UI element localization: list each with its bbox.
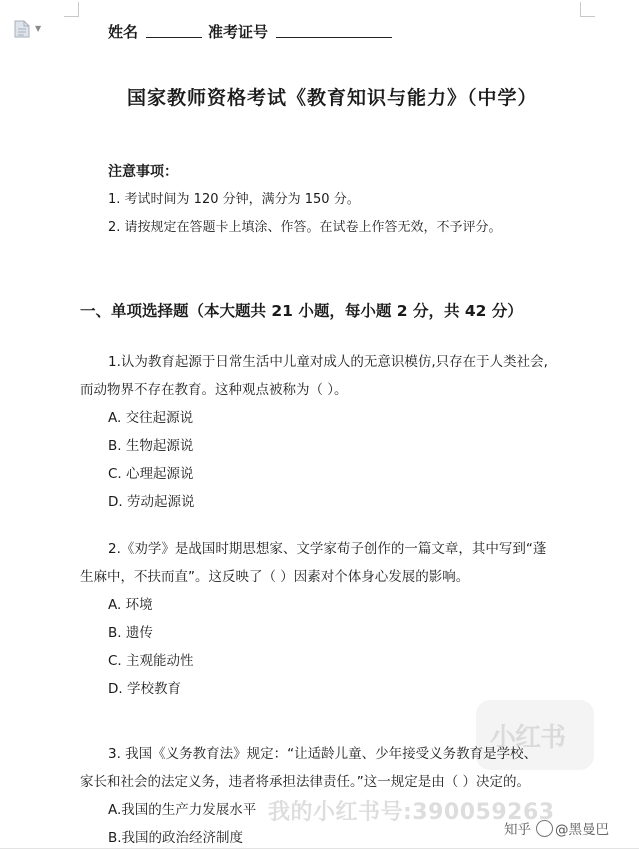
- zhihu-credit: [504, 818, 609, 838]
- question-1-text: 1.认为教育起源于日常生活中儿童对成人的无意识模仿,只存在于人类社会,: [108, 354, 548, 370]
- page-corner-mark-left: [64, 2, 79, 17]
- page-corner-mark-right: [580, 2, 595, 17]
- watermark-logo-text: 小红书: [490, 723, 566, 753]
- xiaohongshu-id-watermark: 我的小红书号:390059263: [268, 800, 555, 825]
- section-heading: 一、单项选择题（本大题共 21 小题，每小题 2 分，共 42 分）: [80, 302, 523, 320]
- document-icon[interactable]: [14, 20, 30, 38]
- question-2-text: 生麻中，不扶而直”。这反映了（ ）因素对个体身心发展的影响。: [80, 569, 470, 585]
- question-2-option-a: A. 环境: [108, 597, 153, 613]
- notes-heading: 注意事项：: [108, 164, 178, 180]
- question-3-text: 家长和社会的法定义务，违者将承担法律责任。”这一规定是由（ ）决定的。: [80, 774, 531, 790]
- page-bottom-divider: [0, 848, 639, 849]
- chevron-down-icon[interactable]: ▼: [35, 24, 42, 33]
- note-item: 1. 考试时间为 120 分钟，满分为 150 分。: [108, 192, 360, 207]
- question-2-option-c: C. 主观能动性: [108, 653, 194, 669]
- page-title: 国家教师资格考试《教育知识与能力》（中学）: [127, 87, 538, 109]
- question-1-option-c: C. 心理起源说: [108, 466, 194, 482]
- question-1-option-d: D. 劳动起源说: [108, 494, 195, 510]
- question-1-option-a: A. 交往起源说: [108, 410, 194, 426]
- name-blank: [146, 37, 202, 38]
- question-2-option-d: D. 学校教育: [108, 681, 181, 697]
- question-1-text: 而动物界不存在教育。这种观点被称为（ ）。: [80, 382, 348, 398]
- name-label: 姓名: [108, 23, 139, 41]
- question-3-option-b: B.我国的政治经济制度: [108, 830, 244, 846]
- credit-author: @黑曼巴: [555, 822, 609, 838]
- question-2-option-b: B. 遗传: [108, 625, 153, 641]
- question-1-option-b: B. 生物起源说: [108, 438, 194, 454]
- exam-number-label: 准考证号: [208, 23, 269, 41]
- question-3-option-a: A.我国的生产力发展水平: [108, 802, 257, 818]
- credit-site: 知乎: [504, 822, 531, 838]
- note-item: 2. 请按规定在答题卡上填涂、作答。在试卷上作答无效，不予评分。: [108, 220, 502, 235]
- zhihu-user-icon: [536, 820, 553, 837]
- question-3-text: 3. 我国《义务教育法》规定：“让适龄儿童、少年接受义务教育是学校、: [108, 746, 538, 762]
- question-2-text: 2.《劝学》是战国时期思想家、文学家荀子创作的一篇文章，其中写到“蓬: [108, 541, 547, 557]
- exam-number-blank: [276, 37, 392, 38]
